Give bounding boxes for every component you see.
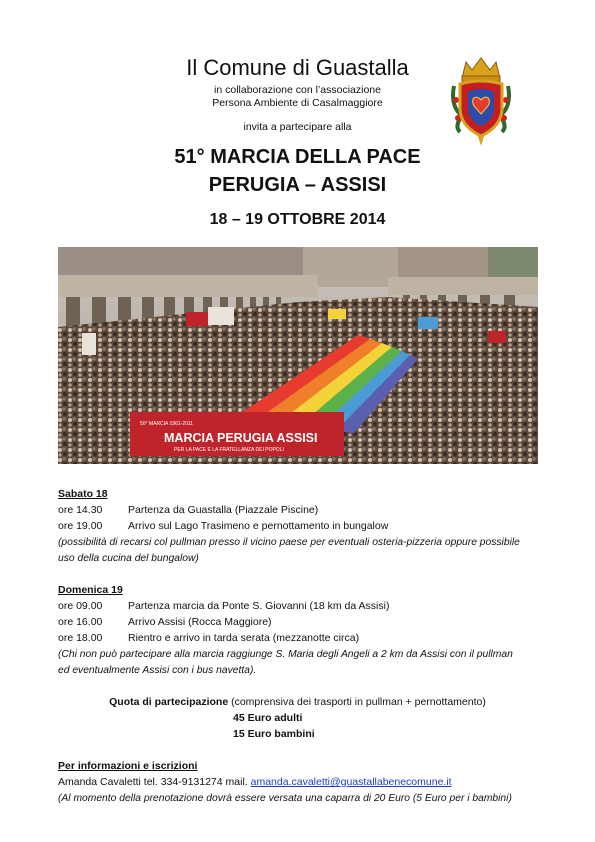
day1-item2-time: ore 19.00 [58, 520, 103, 532]
day2-title: Domenica 19 [58, 584, 123, 596]
day2-item2-time: ore 16.00 [58, 616, 103, 628]
page-title: Il Comune di Guastalla [186, 55, 409, 80]
invite-line: invita a partecipare alla [243, 121, 352, 133]
collaboration-line-2: Persona Ambiente di Casalmaggiore [212, 97, 383, 109]
day1-title: Sabato 18 [58, 488, 108, 500]
event-title-line-2: PERUGIA – ASSISI [208, 174, 387, 196]
fee-line [0, 695, 595, 710]
day2-item1-text: Partenza marcia da Ponte S. Giovanni (18 km da Assisi) [128, 600, 390, 612]
day1-item1-time: ore 14.30 [58, 504, 103, 516]
day2-note-line1: (Chi non può partecipare alla marcia raggiunge S. Maria degli Angeli a 2 km da Assisi con il pullman [58, 649, 513, 660]
contact-text: Amanda Cavaletti tel. 334-9131274 mail. [58, 776, 251, 788]
event-dates: 18 – 19 OTTOBRE 2014 [209, 211, 386, 228]
day2-item3-time: ore 18.00 [58, 632, 103, 644]
day1-item2-text: Arrivo sul Lago Trasimeno e pernottamento in bungalow [128, 520, 389, 532]
day2-item2-text: Arrivo Assisi (Rocca Maggiore) [128, 616, 272, 628]
coat-of-arms-icon [448, 56, 514, 148]
banner-small-text: 50° MARCIA 1961-2011 [140, 421, 194, 427]
fee-children: 15 Euro bambini [233, 728, 315, 740]
day1-note-line1: (possibilità di recarsi col pullman presso il vicino paese per eventuali osteria-pizzeria oppure possibile [58, 537, 520, 548]
banner-main-text: MARCIA PERUGIA ASSISI [164, 431, 318, 445]
info-title: Per informazioni e iscrizioni [58, 760, 198, 772]
event-title-line-1: 51° MARCIA DELLA PACE [174, 146, 421, 168]
banner-sub-text: PER LA PACE E LA FRATELLANZA DEI POPOLI [174, 447, 284, 453]
contact-line [58, 775, 452, 790]
fee-adults: 45 Euro adulti [233, 712, 303, 724]
fee-label: Quota di partecipazione [109, 696, 229, 708]
day1-note-line2: uso della cucina del bungalow) [58, 553, 199, 564]
march-photo [58, 247, 538, 464]
day2-item3-text: Rientro e arrivo in tarda serata (mezzanotte circa) [128, 632, 360, 644]
day2-item1-time: ore 09.00 [58, 600, 103, 612]
deposit-note: (Al momento della prenotazione dovrà essere versata una caparra di 20 Euro (5 Euro per i bambini) [58, 793, 512, 804]
day2-note-line2: ed eventualmente Assisi con i bus navetta). [58, 665, 257, 676]
collaboration-line-1: in collaborazione con l’associazione [214, 84, 381, 96]
day1-item1-text: Partenza da Guastalla (Piazzale Piscine) [128, 504, 319, 516]
email-link[interactable]: amanda.cavaletti@guastallabenecomune.it [250, 776, 452, 788]
fee-detail: (comprensiva dei trasporti in pullman + pernottamento) [228, 696, 486, 708]
